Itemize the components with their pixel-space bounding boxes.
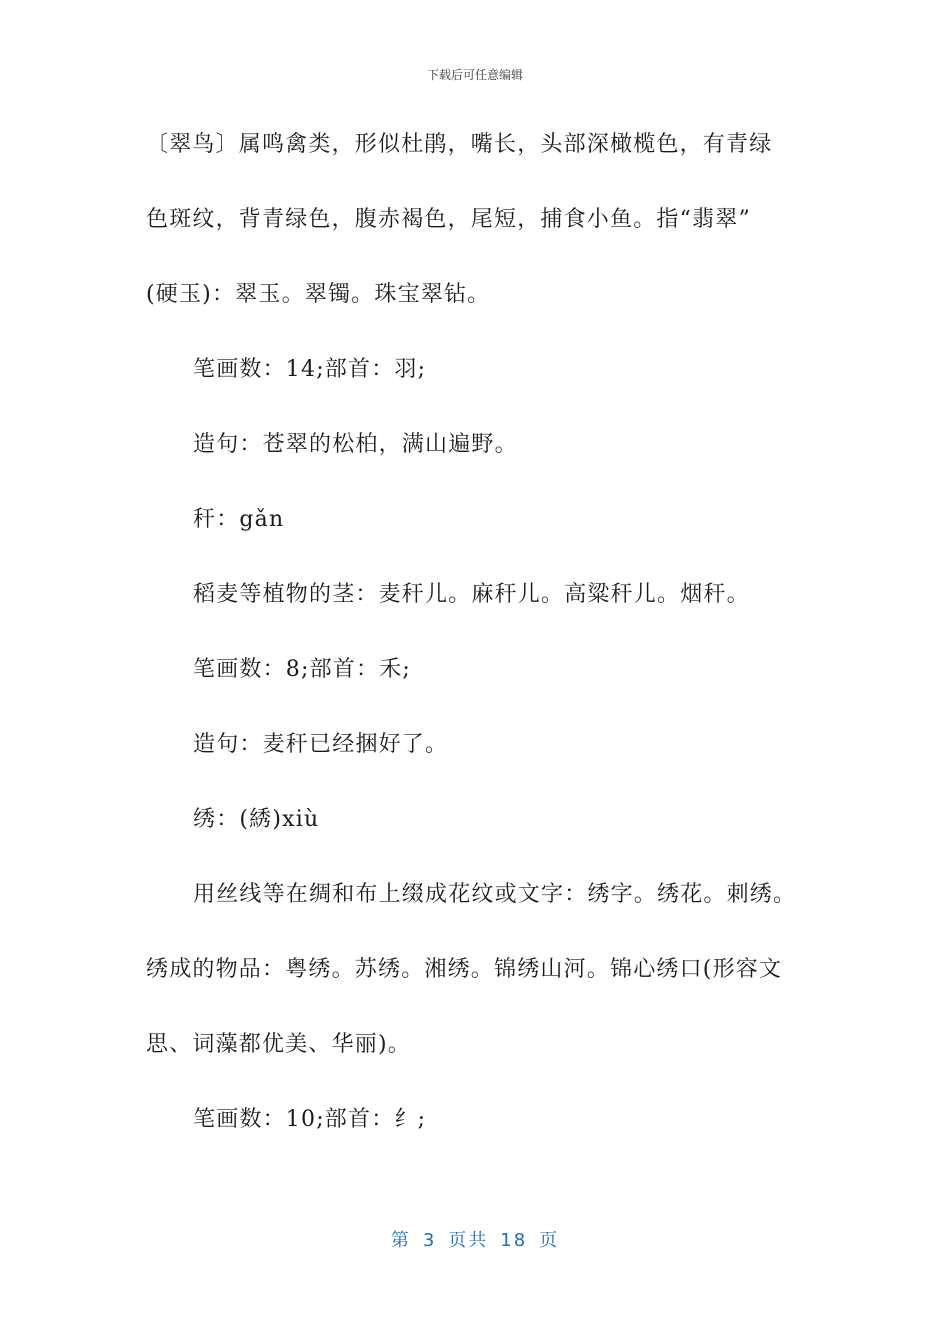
stroke-count-line: 笔画数：14;部首：羽; [193,357,427,382]
definition-line: 绣成的物品：粤绣。苏绣。湘绣。锦绣山河。锦心绣口(形容文 [146,957,783,982]
page-total: 18 [500,1230,528,1251]
page-header: 下载后可任意编辑 [426,68,523,82]
definition-line: 稻麦等植物的茎：麦秆儿。麻秆儿。高粱秆儿。烟秆。 [193,582,750,607]
example-sentence-line: 造句：苍翠的松柏，满山遍野。 [193,432,518,457]
definition-line: 思、词藻都优美、华丽)。 [146,1032,411,1057]
page-suffix: 页 [539,1230,560,1251]
page-mid: 页共 [448,1230,489,1251]
definition-line: 用丝线等在绸和布上缀成花纹或文字：绣字。绣花。刺绣。 [193,882,797,907]
document-body [146,127,826,1177]
example-sentence-line: 造句：麦秆已经捆好了。 [193,732,449,757]
stroke-count-line: 笔画数：10;部首：纟; [193,1107,427,1132]
paragraph-line: 色斑纹，背青绿色，腹赤褐色，尾短，捕食小鱼。指“翡翠” [146,207,751,232]
page-number: 3 [422,1230,437,1251]
character-pinyin-line: 秆：gǎn [193,507,285,532]
paragraph-line: 〔翠鸟〕属鸣禽类，形似杜鹃，嘴长，头部深橄榄色，有青绿 [146,132,773,157]
page-footer [0,1226,950,1252]
character-pinyin-line: 绣：(綉)xiù [193,807,320,832]
paragraph-line: (硬玉)：翠玉。翠镯。珠宝翠钻。 [146,282,491,307]
stroke-count-line: 笔画数：8;部首：禾; [193,657,412,682]
page-prefix: 第 [390,1230,411,1251]
